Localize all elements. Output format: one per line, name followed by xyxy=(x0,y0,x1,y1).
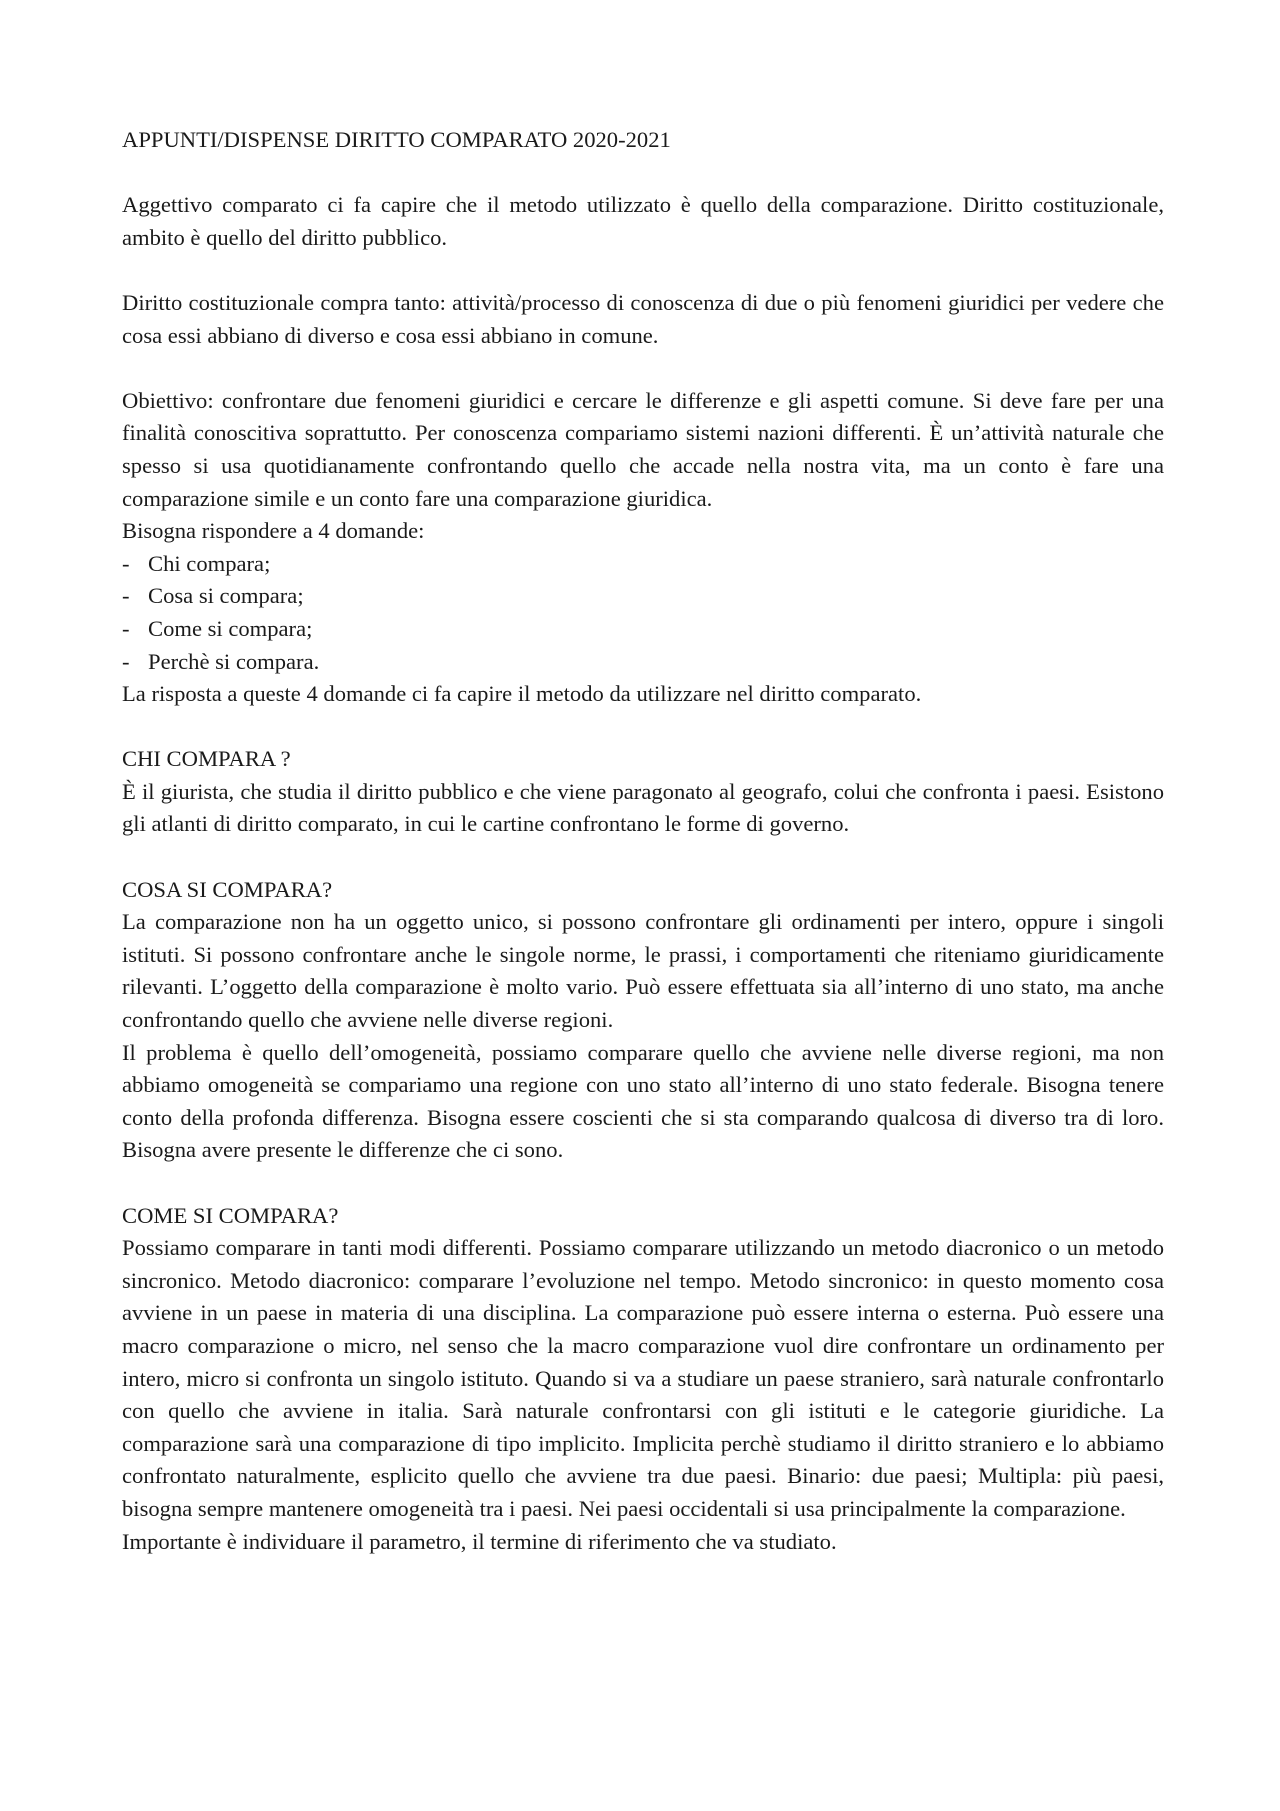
list-item-text: Cosa si compara; xyxy=(148,583,304,609)
questions-list xyxy=(122,548,1164,678)
list-item-text: Perchè si compara. xyxy=(148,648,320,674)
section-body-chi: È il giurista, che studia il diritto pubblico e che viene paragonato al geografo, colui che confronta i paesi. Esistono gli atlanti di diritto comparato, in cui le cartine confrontano le forme di governo. xyxy=(122,778,1164,837)
section-heading-chi: CHI COMPARA ? xyxy=(122,746,291,772)
list-item xyxy=(122,646,1164,679)
section-body-cosa-2: Il problema è quello dell’omogeneità, possiamo comparare quello che avviene nelle diverse regioni, ma non abbiamo omogeneità se compariamo una regione con uno stato all’interno di uno stato federale. Bisogna tenere conto della profonda differenza. Bisogna essere coscienti che si sta comparando qualcosa di diverso tra di loro. Bisogna avere presente le differenze che ci sono. xyxy=(122,1039,1164,1163)
dash-bullet: - xyxy=(122,550,130,576)
section-heading-come: COME SI COMPARA? xyxy=(122,1202,339,1228)
dash-bullet: - xyxy=(122,615,130,641)
list-item xyxy=(122,613,1164,646)
document-title: APPUNTI/DISPENSE DIRITTO COMPARATO 2020-2021 xyxy=(122,127,671,152)
section-body-come-1: Possiamo comparare in tanti modi differenti. Possiamo comparare utilizzando un metodo diacronico o un metodo sincronico. Metodo diacronico: comparare l’evoluzione nel tempo. Metodo sincronico: in questo momento cosa avviene in un paese in materia di una disciplina. La comparazione può essere interna o esterna. Può essere una macro comparazione o micro, nel senso che la macro comparazione vuol dire confrontare un ordinamento per intero, micro si confronta un singolo istituto. Quando si va a studiare un paese straniero, sarà naturale confrontarlo con quello che avviene in italia. Sarà naturale confrontarsi con gli istituti e le categorie giuridiche. La comparazione sarà una comparazione di tipo implicito. Implicita perchè studiamo il diritto straniero e lo abbiamo confrontato naturalmente, esplicito quello che avviene tra due paesi. Binario: due paesi; Multipla: più paesi, bisogna sempre mantenere omogeneità tra i paesi. Nei paesi occidentali si usa principalmente la comparazione. xyxy=(122,1235,1164,1521)
document-page xyxy=(122,124,1164,1558)
section-body-cosa-1: La comparazione non ha un oggetto unico, si possono confrontare gli ordinamenti per intero, oppure i singoli istituti. Si possono confrontare anche le singole norme, le prassi, i comportamenti che riteniamo giuridicamente rilevanti. L’oggetto della comparazione è molto vario. Può essere effettuata sia all’interno di uno stato, ma anche confrontando quello che avviene nelle diverse regioni. xyxy=(122,909,1164,1033)
dash-bullet: - xyxy=(122,583,130,609)
intro-paragraph-5: La risposta a queste 4 domande ci fa capire il metodo da utilizzare nel diritto comparato. xyxy=(122,681,922,707)
intro-paragraph-1: Aggettivo comparato ci fa capire che il metodo utilizzato è quello della comparazione. Diritto costituzionale, ambito è quello del diritto pubblico. xyxy=(122,192,1164,250)
list-item-text: Come si compara; xyxy=(148,615,313,641)
list-item-text: Chi compara; xyxy=(148,550,271,576)
intro-paragraph-3: Obiettivo: confrontare due fenomeni giuridici e cercare le differenze e gli aspetti comune. Si deve fare per una finalità conoscitiva soprattutto. Per conoscenza compariamo sistemi nazioni differenti. È un’attività naturale che spesso si usa quotidianamente confrontando quello che accade nella nostra vita, ma un conto è fare una comparazione simile e un conto fare una comparazione giuridica. xyxy=(122,387,1164,511)
dash-bullet: - xyxy=(122,648,130,674)
section-heading-cosa: COSA SI COMPARA? xyxy=(122,876,333,902)
intro-paragraph-4: Bisogna rispondere a 4 domande: xyxy=(122,518,425,544)
section-body-come-2: Importante è individuare il parametro, il termine di riferimento che va studiato. xyxy=(122,1528,837,1554)
list-item xyxy=(122,580,1164,613)
list-item xyxy=(122,548,1164,581)
intro-paragraph-2: Diritto costituzionale compra tanto: attività/processo di conoscenza di due o più fenomeni giuridici per vedere che cosa essi abbiano di diverso e cosa essi abbiano in comune. xyxy=(122,289,1164,348)
